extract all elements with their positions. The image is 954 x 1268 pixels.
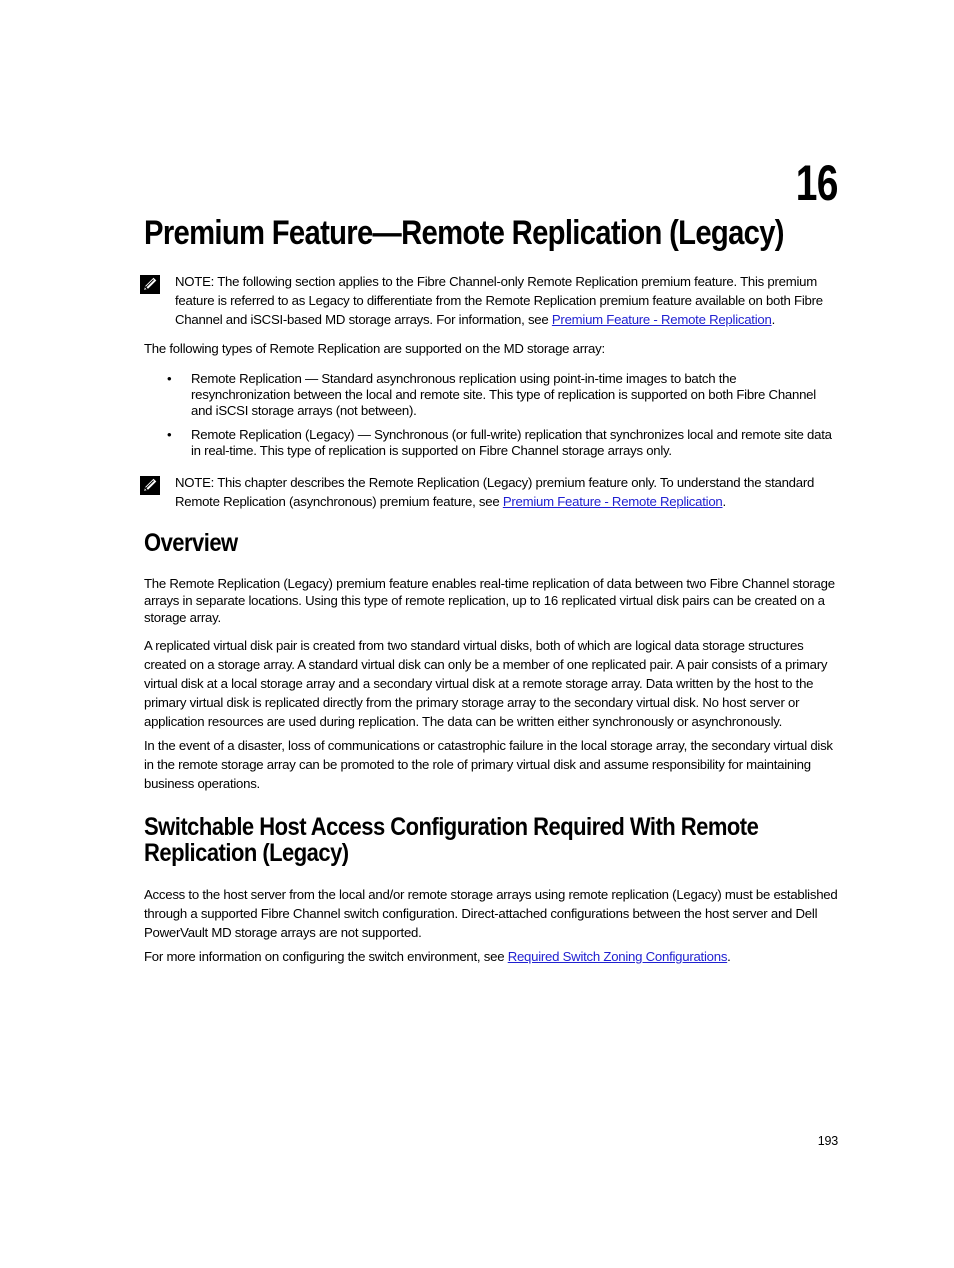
note-2	[144, 473, 838, 511]
intro-paragraph: The following types of Remote Replication are supported on the MD storage array:	[144, 341, 605, 356]
chapter-title: Premium Feature—Remote Replication (Legacy)	[144, 214, 784, 252]
note-label: NOTE:	[175, 475, 215, 491]
main-content	[144, 272, 838, 966]
note-pencil-icon	[140, 275, 160, 294]
page-number: 193	[817, 1134, 838, 1148]
overview-paragraph: The Remote Replication (Legacy) premium feature enables real-time replication of data between two Fibre Channel storage arrays in separate locations. Using this type of remote replication, up to 16 replicated virtual disk pairs can be created on a storage array.	[144, 576, 835, 626]
list-item-text: Remote Replication — Standard asynchronous replication using point-in-time images to batch the resynchronization between the local and remote site. This type of replication is supported on both Fibre Channel and iSCSI storage arrays (not between).	[191, 371, 816, 419]
replication-types-list	[144, 371, 838, 459]
list-item	[144, 371, 838, 420]
bullet-icon: •	[167, 426, 172, 442]
note-pencil-icon	[140, 476, 160, 495]
list-item	[144, 427, 838, 459]
overview-paragraph: In the event of a disaster, loss of communications or catastrophic failure in the local storage array, the secondary virtual disk in the remote storage array can be promoted to the role of primary virtual disk and assume responsibility for maintaining business operations.	[144, 738, 833, 792]
note-text	[175, 272, 838, 329]
note-1	[144, 272, 838, 329]
bullet-icon: •	[167, 371, 172, 386]
overview-paragraph: A replicated virtual disk pair is created from two standard virtual disks, both of which are logical data storage structures created on a storage array. A standard virtual disk can only be a member of one replicated pair. A pair consists of a primary virtual disk at a local storage array and a secondary virtual disk at a remote storage array. Data written by the host to the primary virtual disk is replicated directly from the primary storage array to the secondary virtual disk. No host server or application resources are used during replication. The data can be written either synchronously or asynchronously.	[144, 638, 828, 730]
switchable-paragraph: Access to the host server from the local and/or remote storage arrays using remote replication (Legacy) must be established through a supported Fibre Channel switch configuration. Direct-attached configurations between the host server and Dell PowerVault MD storage arrays are not supported.	[144, 887, 838, 941]
list-item-text: Remote Replication (Legacy) — Synchronous (or full-write) replication that synchronizes local and remote site data in real-time. This type of replication is supported on Fibre Channel storage arrays only.	[191, 426, 832, 458]
note-text	[175, 473, 838, 511]
chapter-number: 16	[796, 155, 838, 211]
more-info-period: .	[727, 949, 731, 965]
more-info-text: For more information on configuring the switch environment, see	[144, 949, 508, 965]
switchable-heading-line1: Switchable Host Access Configuration Required With Remote	[144, 813, 759, 842]
overview-heading: Overview	[144, 529, 238, 558]
note-period: .	[722, 494, 726, 510]
link-premium-feature-remote-replication[interactable]: Premium Feature - Remote Replication	[551, 312, 772, 327]
link-premium-feature-remote-replication[interactable]: Premium Feature - Remote Replication	[502, 494, 723, 510]
switchable-more-info	[144, 947, 838, 966]
note-body: This chapter describes the Remote Replication (Legacy) premium feature only. To understand the standard Remote Replication (asynchronous) premium feature, see	[175, 475, 815, 510]
note-period: .	[771, 312, 775, 327]
note-label: NOTE:	[175, 274, 215, 289]
switchable-heading	[144, 814, 830, 866]
switchable-heading-line2: Replication (Legacy)	[144, 839, 349, 868]
note-body: The following section applies to the Fibre Channel-only Remote Replication premium feature. This premium feature is referred to as Legacy to differentiate from the Remote Replication premium feature available on both Fibre Channel and iSCSI-based MD storage arrays. For information, see	[175, 274, 823, 327]
link-required-switch-zoning-configurations[interactable]: Required Switch Zoning Configurations	[507, 949, 728, 965]
